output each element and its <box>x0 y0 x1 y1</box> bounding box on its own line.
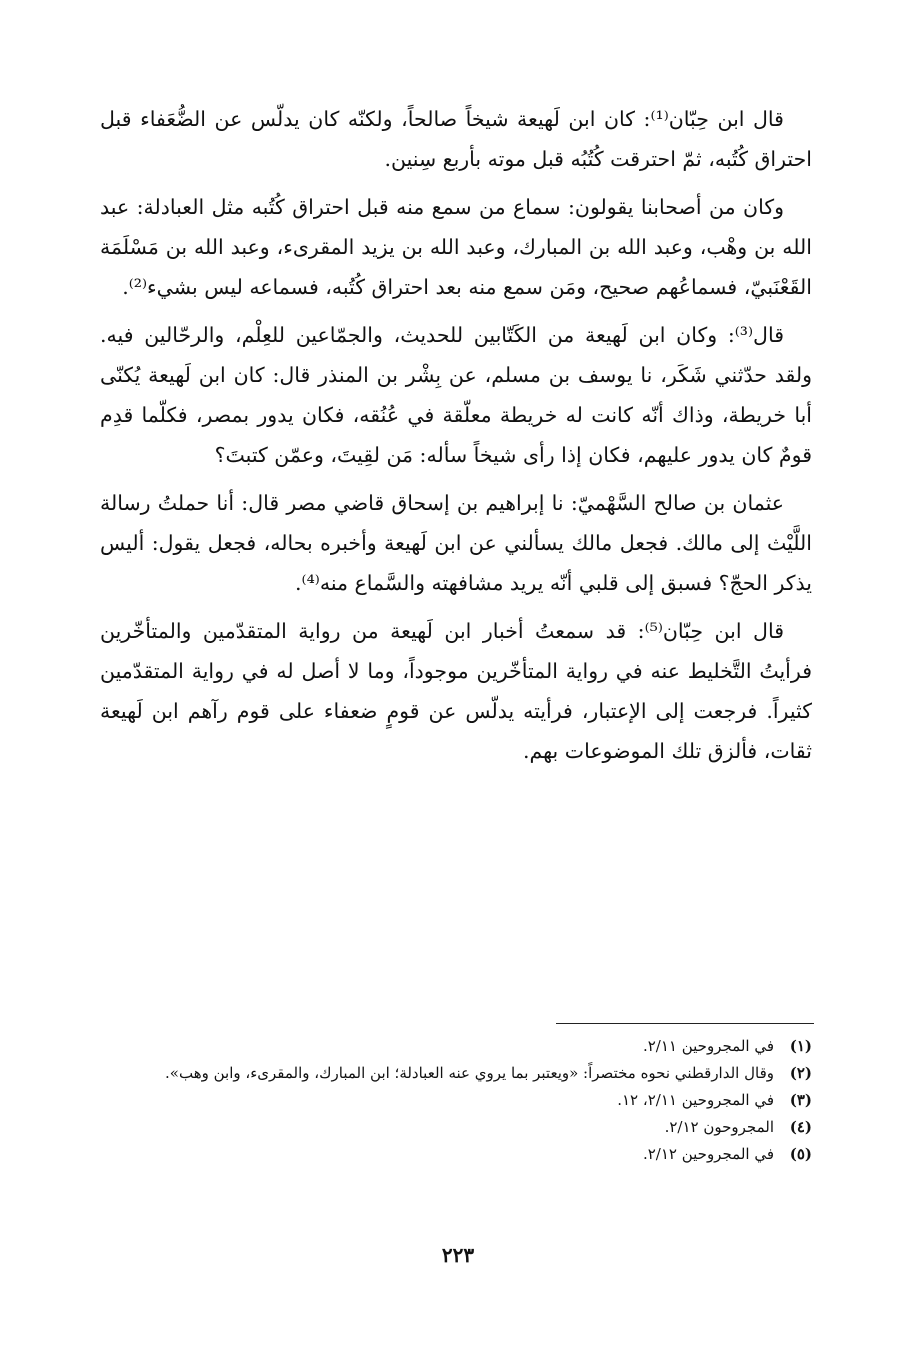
footnote-number: (٣) <box>789 1091 812 1109</box>
footnote-number: (٢) <box>789 1064 812 1082</box>
paragraph-2: وكان من أصحابنا يقولون: سماع من سمع منه قبل احتراق كُتُبه مثل العبادلة: عبد الله بن وهْب، وعبد الله بن المبارك، وعبد الله بن يزيد المقرىء، وعبد الله بن مَسْلَمَة القَعْنَبيّ، فسماعُهم صحيح، ومَن سمع منه بعد احتراق كُتُبه، فسماعه ليس بشيء⁽²⁾. <box>100 195 812 299</box>
footnote-4 <box>100 1114 812 1141</box>
footnotes <box>100 1033 812 1168</box>
footnote-3 <box>100 1087 812 1114</box>
footnote-number: (٥) <box>789 1145 812 1163</box>
paragraph-3: قال⁽³⁾: وكان ابن لَهيعة من الكَتّابين للحديث، والجمّاعين للعِلْم، والرحّالين فيه. ولقد حدّثني شَكَر، نا يوسف بن مسلم، عن بِشْر بن المنذر قال: كان ابن لَهيعة يُكنّى أبا خريطة، وذاك أنّه كانت له خريطة معلّقة في عُنُقه، فكان يدور بمصر، فكلّما قدِم قومٌ كان يدور عليهم، فكان إذا رأى شيخاً سأله: مَن لقِيتَ، وعمّن كتبتَ؟ <box>100 323 812 467</box>
footnote-text: في المجروحين ٢/١١، ١٢. <box>617 1091 774 1109</box>
footnote-text: في المجروحين ٢/١١. <box>642 1037 774 1055</box>
footnote-5 <box>100 1141 812 1168</box>
footnote-text: وقال الدارقطني نحوه مختصراً: «ويعتبر بما يروي عنه العبادلة؛ ابن المبارك، والمقرىء، وابن وهب». <box>165 1064 774 1082</box>
footnote-number: (١) <box>789 1037 812 1055</box>
footnote-text: المجروحون ٢/١٢. <box>664 1118 774 1136</box>
footnote-divider <box>556 1023 814 1024</box>
footnote-number: (٤) <box>789 1118 812 1136</box>
paragraph-1: قال ابن حِبّان⁽¹⁾: كان ابن لَهيعة شيخاً صالحاً، ولكنّه كان يدلّس عن الضُّعَفاء قبل احتراق كُتُبه، ثمّ احترقت كُتُبُه قبل موته بأربع سِنين. <box>100 107 812 171</box>
footnote-1 <box>100 1033 812 1060</box>
main-text <box>100 99 812 771</box>
paragraph-5: قال ابن حِبّان⁽⁵⁾: قد سمعتُ أخبار ابن لَهيعة من رواية المتقدّمين والمتأخّرين فرأيتُ التَّخليط عنه في رواية المتأخّرين موجوداً، وما لا أصل له في رواية المتقدّمين كثيراً. فرجعت إلى الإعتبار، فرأيته يدلّس عن قومٍ ضعفاء على قوم رآهم ابن لَهيعة ثقات، فألزق تلك الموضوعات بهم. <box>100 619 812 763</box>
paragraph-4: عثمان بن صالح السَّهْميّ: نا إبراهيم بن إسحاق قاضي مصر قال: أنا حملتُ رسالة اللَّيْث إلى مالك. فجعل مالك يسألني عن ابن لَهيعة وأخبره بحاله، فجعل يقول: أليس يذكر الحجّ؟ فسبق إلى قلبي أنّه يريد مشافهته والسَّماع منه⁽⁴⁾. <box>100 491 812 595</box>
footnote-2 <box>100 1060 812 1087</box>
footnote-text: في المجروحين ٢/١٢. <box>642 1145 774 1163</box>
page-number: ٢٢٣ <box>441 1243 475 1267</box>
